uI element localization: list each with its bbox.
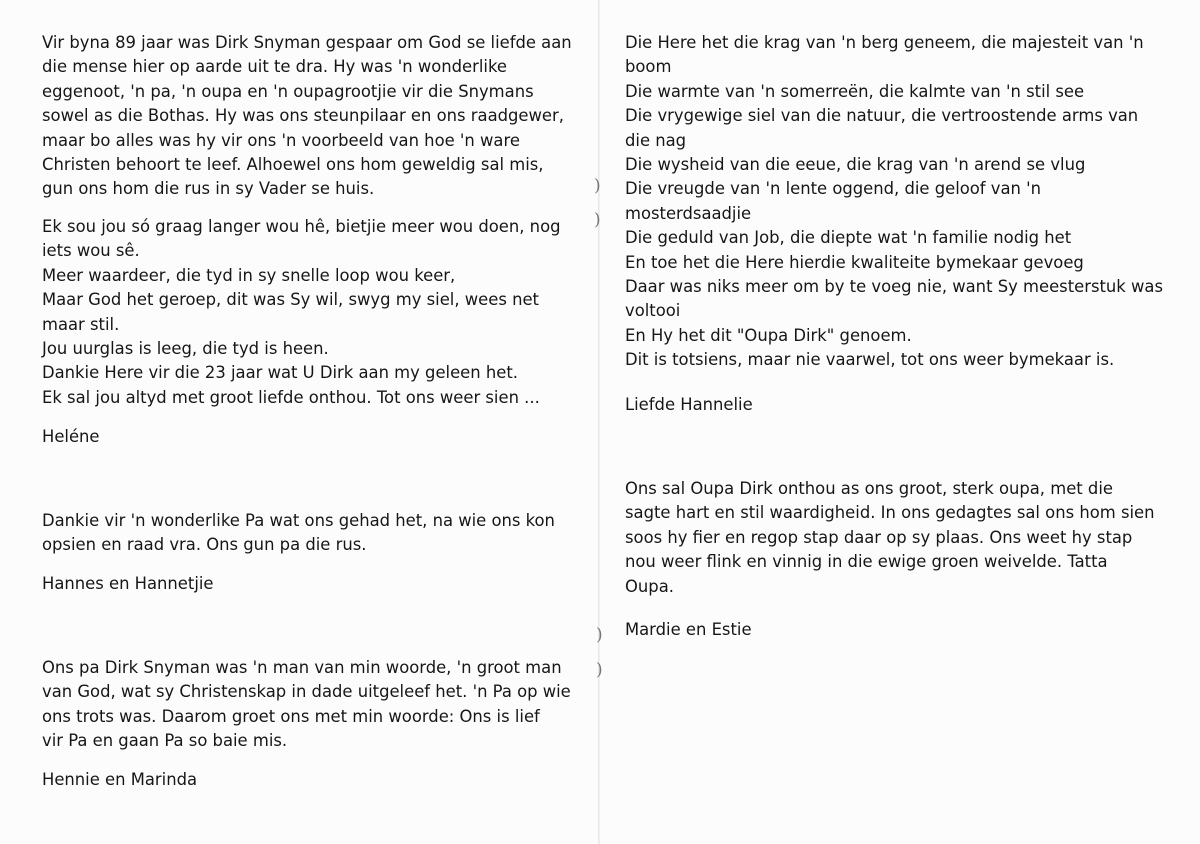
fold-mark: ) [596, 625, 603, 645]
text-line: Ek sal jou altyd met groot liefde onthou. Tot ons weer sien ... [42, 387, 540, 407]
text-line: eggenoot, 'n pa, 'n oupa en 'n oupagrootjie vir die Snymans [42, 81, 534, 101]
text-line: mosterdsaadjie [625, 203, 752, 223]
text-line: vir Pa en gaan Pa so baie mis. [42, 731, 288, 751]
text-line: Daar was niks meer om by te voeg nie, want Sy meesterstuk was [625, 277, 1163, 297]
text-line: En Hy het dit "Oupa Dirk" genoem. [625, 325, 912, 345]
signature: Liefde Hannelie [625, 395, 753, 414]
text-line: En toe het die Here hierdie kwaliteite bymekaar gevoeg [625, 252, 1084, 272]
text-line: Christen behoort te leef. Alhoewel ons hom geweldig sal mis, [42, 155, 544, 175]
text-line: die nag [625, 130, 687, 150]
text-line: Die wysheid van die eeue, die krag van 'n arend se vlug [625, 155, 1086, 175]
text-line: Ons pa Dirk Snyman was 'n man van min woorde, 'n groot man [42, 658, 562, 677]
fold-mark: ) [596, 660, 603, 680]
text-line: sagte hart en stil waardigheid. In ons gedagtes sal ons hom sien [625, 503, 1155, 523]
tribute-text [625, 477, 1170, 599]
text-line: nou weer flink en vinnig in die ewige groen weivelde. Tatta [625, 552, 1108, 572]
text-line: Die geduld van Job, die diepte wat 'n familie nodig het [625, 228, 1072, 248]
text-line: van God, wat sy Christenskap in dade uitgeleef het. 'n Pa op wie [42, 682, 571, 702]
text-line: voltooi [625, 301, 681, 321]
text-line: soos hy fier en regop stap daar op sy plaas. Ons weet hy stap [625, 527, 1133, 547]
poem-text [625, 31, 1170, 373]
text-line: gun ons hom die rus in sy Vader se huis. [42, 179, 375, 199]
text-line: Maar God het geroep, dit was Sy wil, swyg my siel, wees net [42, 290, 539, 310]
poem-text [42, 215, 572, 410]
text-line: ons trots was. Daarom groet ons met min woorde: Ons is lief [42, 706, 540, 726]
text-line: sowel as die Bothas. Hy was ons steunpilaar en ons raadgewer, [42, 106, 564, 126]
text-line: die mense hier op aarde uit te dra. Hy was 'n wonderlike [42, 57, 507, 77]
text-line: Jou uurglas is leeg, die tyd is heen. [42, 339, 329, 359]
text-line: Ons sal Oupa Dirk onthou as ons groot, sterk oupa, met die [625, 479, 1113, 498]
text-line: Vir byna 89 jaar was Dirk Snyman gespaar om God se liefde aan [42, 33, 572, 52]
signature: Hennie en Marinda [42, 770, 198, 789]
signature: Hannes en Hannetjie [42, 574, 214, 593]
text-line: Ek sou jou só graag langer wou hê, bietjie meer wou doen, nog [42, 217, 561, 236]
text-line: Die Here het die krag van 'n berg geneem, die majesteit van 'n [625, 33, 1144, 52]
text-line: Dankie vir 'n wonderlike Pa wat ons gehad het, na wie ons kon [42, 511, 555, 530]
text-line: maar bo alles was hy vir ons 'n voorbeeld van hoe 'n ware [42, 130, 520, 150]
signature: Mardie en Estie [625, 620, 752, 639]
text-line: Die vrygewige siel van die natuur, die vertroostende arms van [625, 106, 1139, 126]
page-fold [598, 0, 600, 844]
text-line: maar stil. [42, 314, 120, 334]
text-line: Die vreugde van 'n lente oggend, die geloof van 'n [625, 179, 1042, 199]
text-line: boom [625, 57, 672, 77]
signature: Heléne [42, 427, 100, 446]
text-line: iets wou sê. [42, 241, 140, 261]
text-line: Dankie Here vir die 23 jaar wat U Dirk aan my geleen het. [42, 363, 518, 383]
tribute-text [42, 656, 572, 754]
fold-mark: ) [594, 176, 601, 196]
text-line: Oupa. [625, 576, 674, 596]
text-line: Dit is totsiens, maar nie vaarwel, tot ons weer bymekaar is. [625, 350, 1115, 370]
text-line: Meer waardeer, die tyd in sy snelle loop wou keer, [42, 265, 456, 285]
fold-mark: ) [594, 210, 601, 230]
tribute-text [42, 31, 572, 202]
tribute-text [42, 509, 572, 558]
text-line: Die warmte van 'n somerreën, die kalmte van 'n stil see [625, 81, 1085, 101]
text-line: opsien en raad vra. Ons gun pa die rus. [42, 535, 367, 555]
